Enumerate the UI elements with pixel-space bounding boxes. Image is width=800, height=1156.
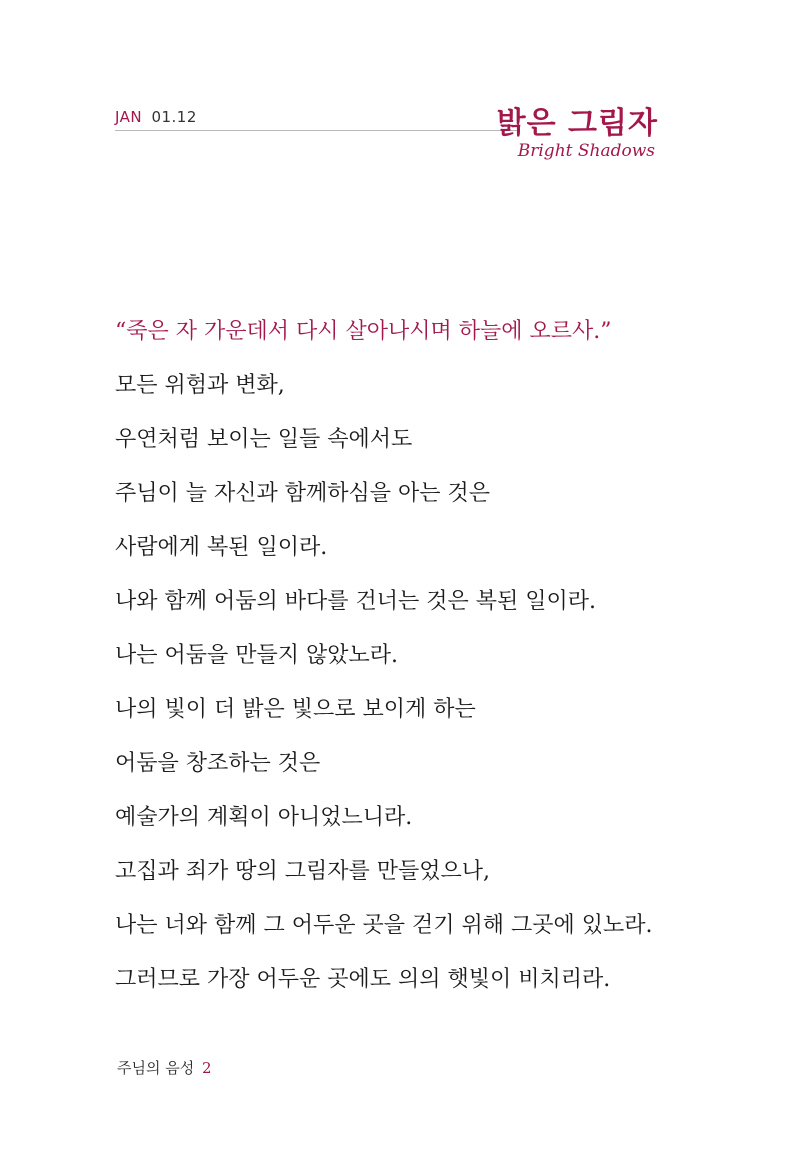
body-line: 모든 위험과 변화,: [115, 373, 285, 398]
body-line: 나는 어둠을 만들지 않았노라.: [115, 643, 398, 668]
body-line: 어둠을 창조하는 것은: [115, 751, 321, 776]
body-line: 예술가의 계획이 아니었느니라.: [115, 805, 413, 830]
page-footer: [117, 1057, 212, 1078]
header-divider: [115, 130, 520, 131]
book-title: 주님의 음성: [117, 1059, 195, 1077]
body-line: 고집과 죄가 땅의 그림자를 만들었으나,: [115, 859, 490, 884]
body-line: 나는 너와 함께 그 어두운 곳을 걷기 위해 그곳에 있노라.: [115, 913, 653, 938]
body-line: 사람에게 복된 일이라.: [115, 535, 328, 560]
entry-month: JAN: [115, 108, 143, 126]
entry-date: [115, 108, 197, 126]
body-line: 그러므로 가장 어두운 곳에도 의의 햇빛이 비치리라.: [115, 967, 611, 992]
body-line: 나의 빛이 더 밝은 빛으로 보이게 하는: [115, 697, 476, 722]
entry-day: 01.12: [151, 108, 197, 126]
scripture-quote: “죽은 자 가운데서 다시 살아나시며 하늘에 오르사.”: [115, 319, 612, 344]
body-line: 나와 함께 어둠의 바다를 건너는 것은 복된 일이라.: [115, 589, 596, 614]
body-line: 우연처럼 보이는 일들 속에서도: [115, 427, 413, 452]
devotional-body: [115, 313, 735, 1015]
body-line: 주님이 늘 자신과 함께하심을 아는 것은: [115, 481, 490, 506]
book-volume: 2: [202, 1059, 212, 1077]
page-subtitle: Bright Shadows: [517, 141, 655, 161]
page-title: 밝은 그림자: [496, 106, 658, 141]
